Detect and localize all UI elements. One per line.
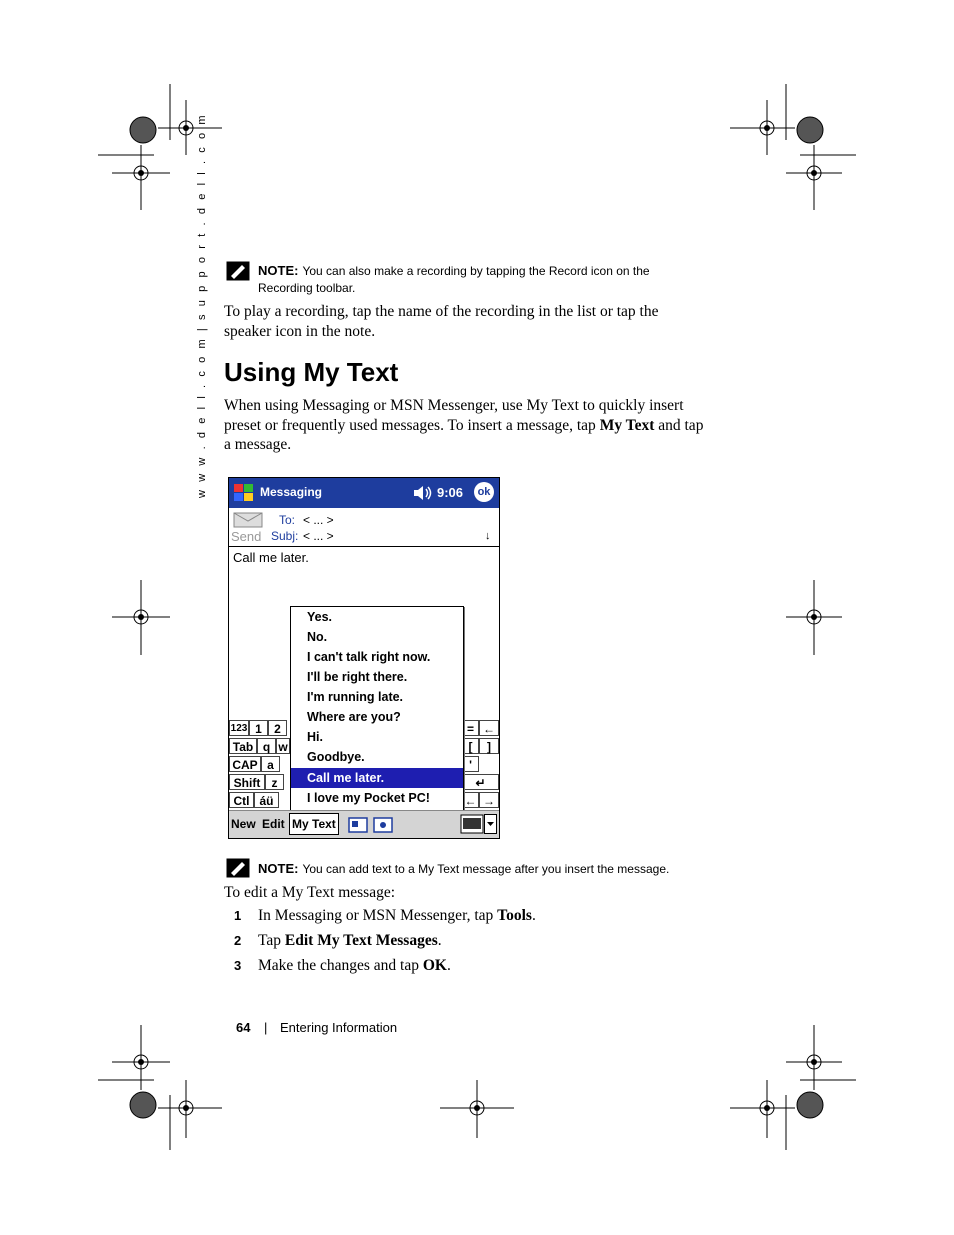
envelope-icon[interactable]: [233, 512, 263, 528]
pda-command-bar: [229, 810, 499, 839]
menu-item[interactable]: I can't talk right now.: [307, 650, 431, 664]
menu-edit[interactable]: Edit: [262, 817, 285, 831]
key-z[interactable]: z: [265, 774, 284, 790]
pda-app-title: Messaging: [260, 485, 323, 499]
key-2[interactable]: 2: [268, 720, 287, 736]
key-accents[interactable]: áü: [254, 792, 279, 808]
para-play-recording: To play a recording, tap the name of the recording in the list or tap the speaker icon in the note.: [224, 303, 659, 340]
note-pencil-icon: [226, 858, 250, 878]
contact-card-icon[interactable]: [348, 817, 368, 833]
key-rbracket[interactable]: ]: [479, 738, 499, 754]
menu-item[interactable]: I love my Pocket PC!: [307, 791, 430, 805]
key-enter[interactable]: ↵: [462, 774, 499, 790]
step-3: 3 Make the changes and tap OK.: [234, 957, 451, 974]
recording-icon[interactable]: [373, 817, 393, 833]
menu-item[interactable]: Where are you?: [307, 710, 401, 724]
key-w[interactable]: w: [276, 738, 290, 754]
speaker-icon[interactable]: [412, 485, 434, 501]
pda-title-bar: [229, 478, 499, 508]
step-1: 1 In Messaging or MSN Messenger, tap Tools.: [234, 907, 536, 924]
send-label[interactable]: Send: [231, 529, 262, 544]
keyboard-icon[interactable]: [460, 814, 484, 834]
note-add-text: NOTE: You can add text to a My Text message after you insert the message.: [258, 861, 670, 876]
key-cap[interactable]: CAP: [229, 756, 261, 772]
key-right[interactable]: →: [479, 792, 499, 808]
key-shift[interactable]: Shift: [229, 774, 265, 790]
windows-start-icon[interactable]: [232, 482, 256, 504]
menu-item[interactable]: Goodbye.: [307, 750, 365, 764]
expand-chevron-icon[interactable]: ↓: [485, 530, 491, 542]
key-tab[interactable]: Tab: [229, 738, 257, 754]
ok-button[interactable]: [474, 482, 494, 502]
keyboard-menu-arrow-icon[interactable]: [484, 814, 497, 834]
note-recording: NOTE: You can also make a recording by tapping the Record icon on the Recording toolbar.: [258, 263, 650, 295]
subj-field[interactable]: < ... >: [303, 529, 334, 543]
key-1[interactable]: 1: [249, 720, 268, 736]
pda-screenshot: [228, 477, 500, 839]
sidebar-url: w w w . d e l l . c o m | s u p p o r t . d e l l . c o m: [196, 112, 208, 498]
ok-label: ok: [477, 486, 491, 498]
menu-item-selected[interactable]: Call me later.: [291, 768, 463, 788]
key-equals[interactable]: =: [462, 720, 479, 736]
subj-label: Subj:: [271, 529, 299, 543]
footer-section: Entering Information: [280, 1020, 398, 1035]
menu-my-text[interactable]: My Text: [289, 813, 339, 835]
message-body-text: Call me later.: [233, 550, 309, 565]
key-backspace[interactable]: ←: [479, 720, 499, 736]
footer-separator: |: [264, 1020, 268, 1035]
para-using-my-text: When using Messaging or MSN Messenger, use My Text to quickly insert preset or frequently used messages. To insert a message, tap My Text and tap a message.: [224, 397, 704, 453]
pda-time: 9:06: [437, 485, 464, 500]
step-2: 2 Tap Edit My Text Messages.: [234, 932, 442, 949]
to-field[interactable]: < ... >: [303, 513, 334, 527]
menu-item[interactable]: Yes.: [307, 610, 333, 624]
pda-message-header: [229, 508, 499, 547]
key-123[interactable]: 123: [229, 720, 249, 736]
to-label: To:: [279, 513, 296, 527]
page-number: 64: [236, 1020, 251, 1035]
menu-item[interactable]: I'll be right there.: [307, 670, 408, 684]
key-a[interactable]: a: [261, 756, 280, 772]
key-q[interactable]: q: [257, 738, 276, 754]
menu-item[interactable]: I'm running late.: [307, 690, 404, 704]
key-lbracket[interactable]: [: [462, 738, 479, 754]
section-heading: Using My Text: [224, 357, 399, 387]
key-apostrophe[interactable]: ': [462, 756, 479, 772]
menu-item[interactable]: Hi.: [307, 730, 323, 744]
para-edit-my-text: To edit a My Text message:: [224, 884, 396, 901]
my-text-menu: [290, 606, 464, 813]
key-left[interactable]: ←: [462, 792, 479, 808]
key-ctl[interactable]: Ctl: [229, 792, 254, 808]
menu-new[interactable]: New: [231, 817, 256, 831]
menu-item[interactable]: No.: [307, 630, 328, 644]
note-pencil-icon: [226, 261, 250, 281]
